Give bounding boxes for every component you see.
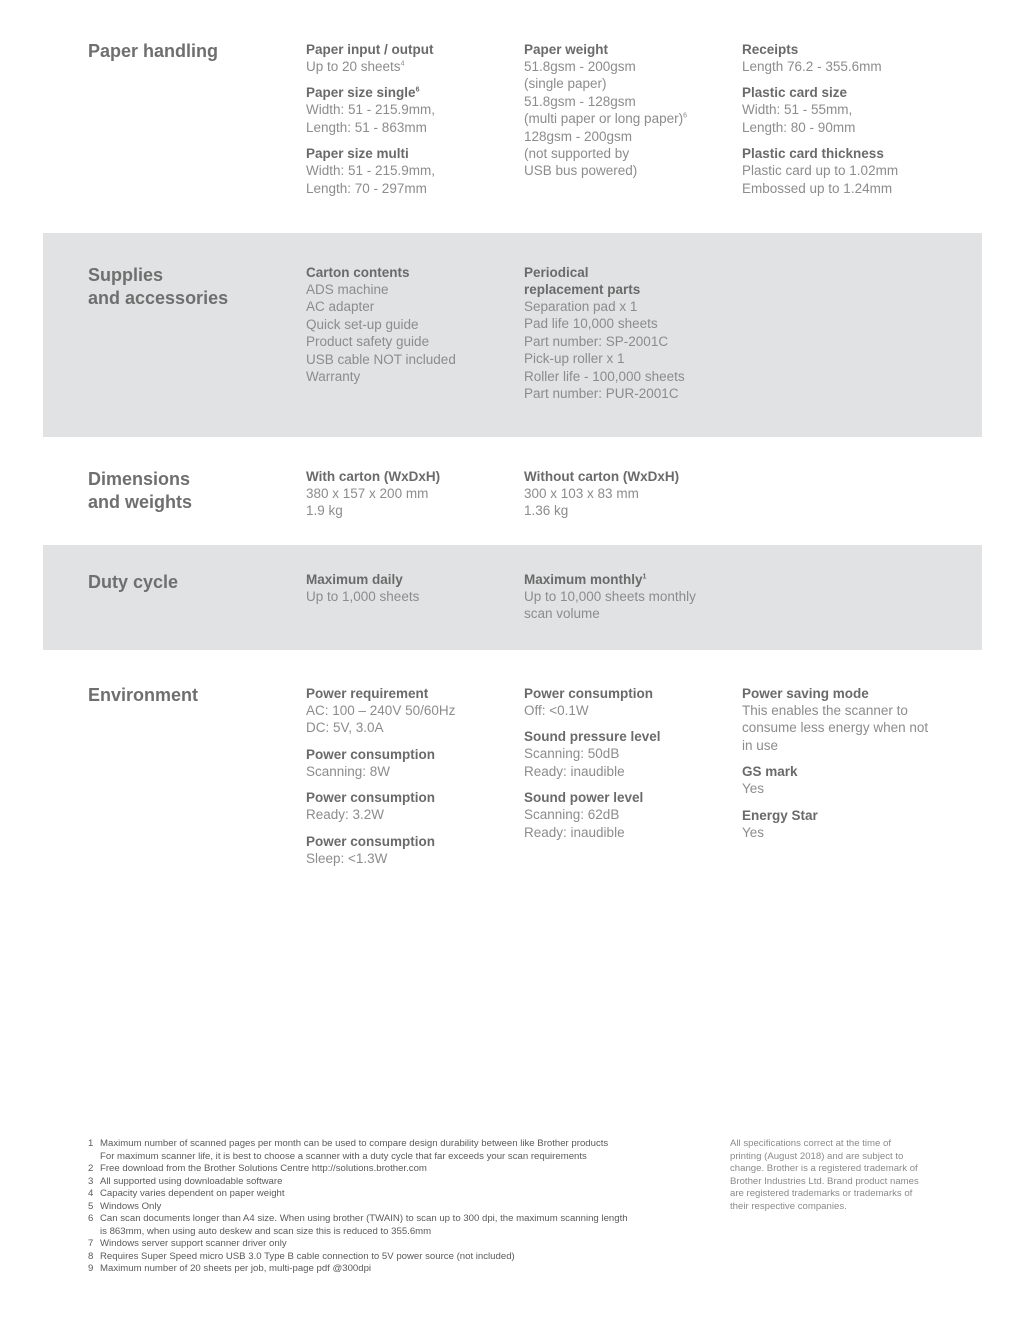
spec-heading-text: GS mark	[742, 764, 798, 780]
footnote-text	[100, 1201, 161, 1214]
footnote-line: All supported using downloadable software	[100, 1175, 283, 1187]
spec-heading	[524, 264, 734, 298]
spec-heading	[742, 807, 952, 824]
spec-item	[306, 789, 516, 823]
spec-value-line	[742, 180, 952, 197]
spec-value-text: Pad life 10,000 sheets	[524, 316, 658, 332]
spec-value-line	[524, 588, 734, 605]
spec-value	[742, 162, 952, 197]
footnote	[88, 1263, 708, 1276]
spec-value-line	[524, 110, 734, 127]
spec-value	[306, 101, 516, 136]
spec-value-line	[306, 719, 516, 736]
footnote-text	[100, 1163, 427, 1176]
spec-item	[742, 763, 952, 797]
spec-value	[306, 763, 516, 780]
disclaimer-line: All specifications correct at the time of	[730, 1138, 892, 1149]
spec-heading-text: Without carton (WxDxH)	[524, 469, 680, 484]
spec-value-line	[306, 368, 516, 385]
spec-item	[306, 468, 516, 520]
spec-value-line	[742, 780, 952, 797]
footnote-number: 8	[88, 1250, 94, 1262]
section-title-line: Supplies	[88, 265, 164, 285]
spec-value-line	[524, 298, 734, 315]
spec-value-text: Scanning: 50dB	[524, 746, 620, 762]
spec-value-text: Ready: 3.2W	[306, 807, 385, 823]
spec-value-line	[524, 75, 734, 92]
spec-heading	[306, 571, 516, 588]
footnote-number: 2	[88, 1163, 94, 1174]
spec-value-text: scan volume	[524, 606, 600, 622]
spec-value-text: Length: 51 - 863mm	[306, 119, 427, 135]
footnote	[88, 1238, 708, 1251]
spec-value-text: in use	[742, 737, 779, 753]
spec-heading	[306, 84, 516, 101]
spec-value-text: Length 76.2 - 355.6mm	[742, 59, 882, 74]
footnote-line: Windows server support scanner driver only	[100, 1238, 287, 1249]
spec-heading-text: Receipts	[742, 42, 799, 57]
footnote-text	[100, 1188, 285, 1201]
spec-heading-text: Carton contents	[306, 265, 410, 280]
spec-item	[742, 685, 952, 754]
footnote-line: Maximum number of scanned pages per month can be used to compare design durability between like Brother products	[100, 1138, 609, 1149]
spec-value-line	[524, 93, 734, 110]
spec-value	[742, 780, 952, 797]
footnote-ref: 1	[642, 573, 647, 581]
footnote-line: Requires Super Speed micro USB 3.0 Type B cable connection to 5V power source (not included)	[100, 1250, 515, 1262]
spec-value-line	[306, 588, 516, 605]
spec-heading-text: Paper size multi	[306, 146, 409, 162]
spec-column-2	[524, 264, 734, 411]
spec-value-line	[524, 315, 734, 332]
spec-value-text: ADS machine	[306, 282, 389, 297]
spec-heading	[306, 789, 516, 806]
spec-item	[524, 728, 734, 780]
spec-value-line	[524, 350, 734, 367]
spec-value-line	[306, 162, 516, 179]
section-title	[88, 468, 192, 514]
spec-value	[742, 824, 952, 841]
spec-value-text: (multi paper or long paper)	[524, 111, 684, 127]
spec-value-line	[306, 763, 516, 780]
spec-value-text: Part number: SP-2001C	[524, 333, 669, 349]
spec-heading	[306, 468, 516, 485]
section-title	[88, 571, 178, 594]
section-title-line: Dimensions	[88, 469, 191, 489]
spec-value-text: Sleep: <1.3W	[306, 850, 388, 866]
spec-item	[524, 468, 734, 520]
footnote-ref: 4	[400, 60, 405, 68]
disclaimer-line: Brother Industries Ltd. Brand product names	[730, 1175, 919, 1187]
section-environment	[43, 650, 982, 880]
spec-value-line	[524, 824, 734, 841]
spec-item	[306, 84, 516, 136]
spec-heading	[524, 468, 734, 485]
spec-value-line	[524, 58, 734, 75]
spec-value-line	[524, 128, 734, 145]
spec-value-line	[524, 502, 734, 519]
spec-value-line	[742, 737, 952, 754]
spec-heading-text: Periodical	[524, 265, 589, 280]
footnote	[88, 1213, 708, 1238]
spec-value-text: 380 x 157 x 200 mm	[306, 486, 429, 501]
spec-column-1	[306, 571, 516, 614]
footnote-line: Capacity varies dependent on paper weight	[100, 1188, 285, 1199]
spec-value-text: Roller life - 100,000 sheets	[524, 368, 685, 384]
spec-value-text: AC: 100 – 240V 50/60Hz	[306, 703, 456, 718]
spec-value-line	[524, 806, 734, 823]
spec-heading	[524, 571, 734, 588]
footnote	[88, 1251, 708, 1264]
footnote-ref: 6	[415, 86, 420, 94]
disclaimer	[730, 1138, 940, 1213]
spec-heading-text: Energy Star	[742, 807, 818, 823]
spec-item	[524, 685, 734, 719]
section-title	[88, 264, 228, 310]
spec-value-line	[524, 702, 734, 719]
spec-heading-text: Power requirement	[306, 686, 429, 701]
spec-value-line	[306, 502, 516, 519]
spec-value-text: Pick-up roller x 1	[524, 351, 625, 367]
spec-value-text: Width: 51 - 215.9mm,	[306, 102, 436, 118]
spec-heading-text: Power saving mode	[742, 686, 869, 701]
spec-value-line	[306, 298, 516, 315]
spec-item	[742, 41, 952, 75]
spec-value-text: DC: 5V, 3.0A	[306, 720, 384, 736]
spec-value-line	[306, 119, 516, 136]
spec-value-text: Up to 1,000 sheets	[306, 589, 420, 604]
spec-value-text: Yes	[742, 824, 765, 840]
disclaimer-line: printing (August 2018) and are subject to	[730, 1150, 904, 1162]
spec-heading	[306, 41, 516, 58]
spec-heading-text: Maximum monthly$^1$	[524, 572, 647, 587]
spec-value	[306, 702, 516, 737]
spec-heading-text: Paper input / output	[306, 42, 434, 57]
footnote-text	[100, 1176, 282, 1189]
spec-value-line	[306, 101, 516, 118]
spec-value	[306, 806, 516, 823]
spec-heading	[742, 84, 952, 101]
section-title-line: Paper handling	[88, 41, 219, 61]
spec-value-text: Quick set-up guide	[306, 316, 419, 332]
footnote-text	[100, 1138, 608, 1163]
spec-item	[306, 685, 516, 737]
footnote-number: 4	[88, 1188, 94, 1199]
spec-heading	[306, 685, 516, 702]
spec-column-2	[524, 685, 734, 850]
spec-value-line	[306, 351, 516, 368]
spec-item	[306, 264, 516, 385]
spec-column-1	[306, 264, 516, 394]
spec-heading-text: With carton (WxDxH)	[306, 469, 441, 484]
spec-heading-text: Plastic card size	[742, 85, 848, 101]
spec-value-line	[524, 385, 734, 402]
section-title-line: Environment	[88, 685, 199, 705]
spec-value-text: 1.36 kg	[524, 503, 569, 519]
spec-value-text: (not supported by	[524, 146, 630, 162]
disclaimer-line: change. Brother is a registered trademark of	[730, 1163, 918, 1174]
spec-heading-text: Power consumption	[306, 790, 436, 806]
spec-value	[524, 485, 734, 520]
footnote-line: For maximum scanner life, it is best to choose a scanner with a duty cycle that far exceeds your scan requirements	[100, 1150, 587, 1162]
section-duty-cycle	[43, 545, 982, 650]
spec-value-line	[742, 824, 952, 841]
spec-heading	[524, 685, 734, 702]
spec-item	[306, 746, 516, 780]
section-title	[88, 684, 198, 707]
footnote-line: is 863mm, when using auto deskew and scan size this is reduced to 355.6mm	[100, 1225, 432, 1237]
spec-value-text: Length: 80 - 90mm	[742, 119, 856, 135]
spec-value-line	[742, 101, 952, 118]
spec-heading-text: Maximum daily	[306, 572, 403, 587]
spec-value-line	[524, 485, 734, 502]
spec-heading-text: Sound pressure level	[524, 729, 661, 745]
spec-heading	[306, 746, 516, 763]
spec-value	[306, 485, 516, 520]
spec-value-text: Plastic card up to 1.02mm	[742, 163, 899, 179]
spec-value	[524, 588, 734, 623]
spec-value-line	[524, 763, 734, 780]
footnote-number: 9	[88, 1263, 94, 1274]
spec-value-line	[524, 745, 734, 762]
spec-heading	[742, 763, 952, 780]
spec-heading	[524, 789, 734, 806]
spec-value	[306, 162, 516, 197]
spec-item	[524, 571, 734, 623]
footnote-number: 5	[88, 1200, 94, 1212]
disclaimer-line: are registered trademarks or trademarks of	[730, 1188, 913, 1199]
spec-heading	[524, 41, 734, 58]
spec-heading-text: replacement parts	[524, 282, 641, 297]
footnote-number: 1	[88, 1138, 94, 1149]
footnote-line: Can scan documents longer than A4 size. When using brother (TWAIN) to scan up to 300 dpi, the maximum scanning length	[100, 1213, 628, 1224]
spec-heading-text: Plastic card thickness	[742, 146, 884, 162]
disclaimer-line: their respective companies.	[730, 1200, 847, 1212]
spec-value	[524, 745, 734, 780]
footnote-line: Free download from the Brother Solutions Centre http://solutions.brother.com	[100, 1163, 427, 1174]
spec-value-text: Scanning: 8W	[306, 763, 391, 779]
spec-heading	[306, 264, 516, 281]
spec-value-text: Product safety guide	[306, 334, 430, 350]
spec-value-text: Up to 10,000 sheets monthly	[524, 589, 696, 604]
spec-value	[306, 588, 516, 605]
spec-heading-text: Sound power level	[524, 790, 644, 806]
footnote	[88, 1163, 708, 1176]
spec-value-line	[306, 281, 516, 298]
spec-value	[742, 101, 952, 136]
section-title-line: and accessories	[88, 288, 229, 308]
spec-heading	[742, 145, 952, 162]
spec-value	[524, 298, 734, 402]
spec-column-3	[742, 685, 952, 850]
spec-value-text: Scanning: 62dB	[524, 807, 620, 823]
section-title-line: and weights	[88, 492, 193, 512]
spec-value-text: Length: 70 - 297mm	[306, 180, 427, 196]
section-paper-handling	[43, 30, 982, 225]
spec-value-text: consume less energy when not	[742, 720, 929, 736]
spec-column-2	[524, 571, 734, 632]
spec-heading-text: Power consumption	[306, 746, 436, 762]
spec-value-text: This enables the scanner to	[742, 703, 908, 718]
spec-value-line	[742, 702, 952, 719]
spec-column-1	[306, 468, 516, 529]
spec-value-text: Embossed up to 1.24mm	[742, 180, 893, 196]
spec-item	[306, 571, 516, 605]
spec-heading-text: Power consumption	[524, 686, 654, 701]
spec-value-text: AC adapter	[306, 299, 375, 315]
spec-value-line	[524, 162, 734, 179]
spec-value-text: USB cable NOT included	[306, 351, 456, 367]
spec-item	[306, 833, 516, 867]
spec-value-line	[306, 806, 516, 823]
footnote-number: 7	[88, 1238, 94, 1249]
spec-column-1	[306, 41, 516, 206]
spec-value-text: Part number: PUR-2001C	[524, 386, 679, 402]
footnote-text	[100, 1251, 515, 1264]
spec-value-line	[742, 719, 952, 736]
footnote-ref: 6	[683, 112, 687, 120]
footnote	[88, 1201, 708, 1214]
spec-item	[306, 145, 516, 197]
section-dimensions	[43, 437, 982, 545]
spec-value-text: Ready: inaudible	[524, 763, 625, 779]
spec-item	[306, 41, 516, 75]
spec-value-text: Up to 20 sheets	[306, 59, 401, 74]
spec-heading-text: Paper size single$^6$	[306, 85, 420, 101]
spec-value	[524, 58, 734, 180]
spec-column-3	[742, 41, 952, 206]
footnote	[88, 1176, 708, 1189]
spec-heading	[742, 685, 952, 702]
spec-value-text: Off: <0.1W	[524, 703, 589, 718]
spec-value-line	[306, 316, 516, 333]
spec-value	[524, 702, 734, 719]
spec-value-text: USB bus powered)	[524, 163, 638, 179]
spec-value	[742, 58, 952, 75]
spec-item	[524, 789, 734, 841]
spec-value-line	[306, 180, 516, 197]
spec-column-2	[524, 468, 734, 529]
spec-value-line	[306, 58, 516, 75]
spec-value	[742, 702, 952, 754]
footnote-number: 6	[88, 1213, 94, 1224]
spec-value-text: Width: 51 - 55mm,	[742, 102, 853, 118]
spec-value-text: Yes	[742, 781, 765, 797]
spec-value-text: (single paper)	[524, 76, 607, 92]
spec-value	[306, 850, 516, 867]
section-title-line: Duty cycle	[88, 572, 179, 592]
spec-value-text: Ready: inaudible	[524, 824, 625, 840]
footnote-text	[100, 1213, 628, 1238]
spec-heading	[524, 728, 734, 745]
spec-value-text: Width: 51 - 215.9mm,	[306, 163, 436, 179]
spec-heading	[742, 41, 952, 58]
section-supplies	[43, 233, 982, 437]
footnote	[88, 1188, 708, 1201]
spec-heading	[306, 145, 516, 162]
spec-item	[742, 84, 952, 136]
spec-value	[306, 58, 516, 75]
footnote	[88, 1138, 708, 1163]
spec-heading	[306, 833, 516, 850]
spec-value-line	[306, 485, 516, 502]
footnote-line: Windows Only	[100, 1200, 162, 1212]
spec-column-1	[306, 685, 516, 876]
footnote-text	[100, 1263, 371, 1276]
spec-item	[524, 41, 734, 180]
footnote-line: Maximum number of 20 sheets per job, multi-page pdf @300dpi	[100, 1263, 372, 1274]
spec-value-line	[306, 333, 516, 350]
spec-value-text: 51.8gsm - 200gsm	[524, 59, 636, 74]
spec-value	[306, 281, 516, 385]
spec-value-line	[524, 333, 734, 350]
spec-value-line	[306, 850, 516, 867]
spec-value-line	[742, 119, 952, 136]
spec-item	[742, 145, 952, 197]
spec-value-line	[524, 145, 734, 162]
spec-value	[524, 806, 734, 841]
spec-heading-text: Power consumption	[306, 833, 436, 849]
spec-value-text: 300 x 103 x 83 mm	[524, 486, 639, 501]
footnote-text	[100, 1238, 287, 1251]
spec-value-line	[742, 162, 952, 179]
spec-value-text: Separation pad x 1	[524, 299, 638, 314]
spec-value-line	[524, 368, 734, 385]
spec-value-line	[742, 58, 952, 75]
spec-item	[742, 807, 952, 841]
footnotes	[88, 1138, 708, 1276]
spec-item	[524, 264, 734, 402]
footnote-number: 3	[88, 1175, 94, 1187]
spec-value-text: 51.8gsm - 128gsm	[524, 93, 636, 109]
spec-value-line	[306, 702, 516, 719]
spec-value-line	[524, 605, 734, 622]
spec-column-2	[524, 41, 734, 189]
spec-value-text: Warranty	[306, 369, 361, 385]
spec-value-text: 128gsm - 200gsm	[524, 128, 633, 144]
section-title	[88, 40, 218, 63]
spec-value-text: 1.9 kg	[306, 503, 343, 519]
spec-heading-text: Paper weight	[524, 42, 609, 57]
